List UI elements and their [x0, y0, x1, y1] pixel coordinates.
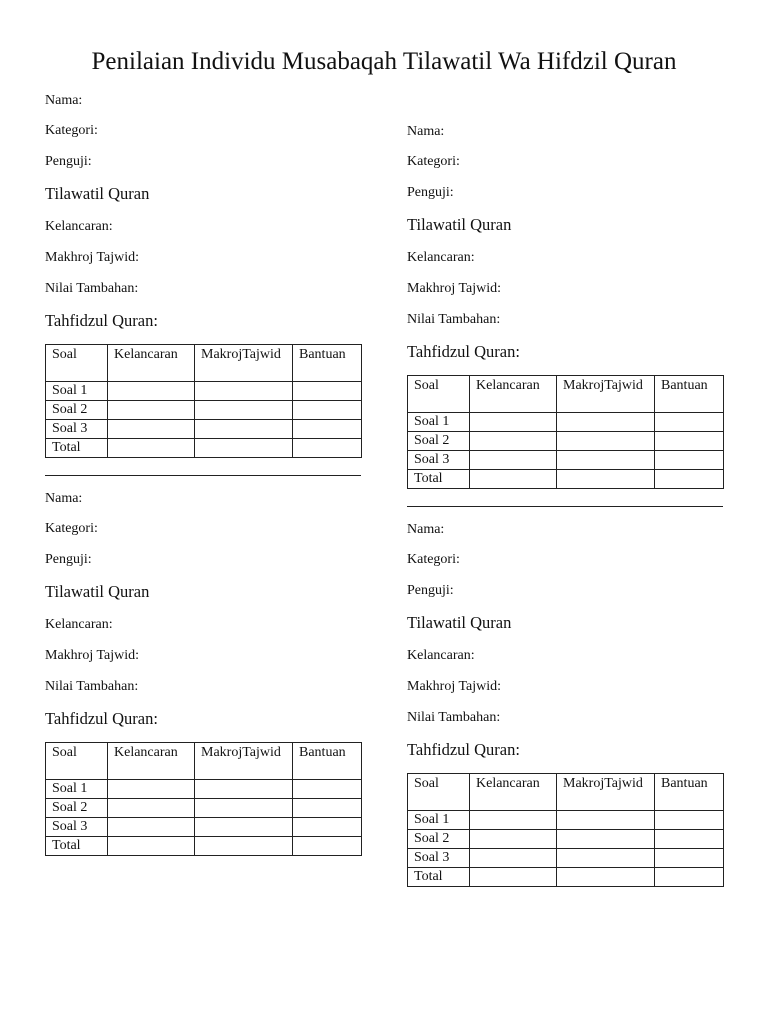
table-row — [408, 830, 724, 849]
score-cell[interactable] — [108, 401, 195, 420]
score-cell[interactable] — [108, 799, 195, 818]
score-cell[interactable] — [108, 382, 195, 401]
nama-field[interactable]: Nama: — [45, 93, 83, 108]
score-cell[interactable] — [655, 811, 724, 830]
kategori-field[interactable]: Kategori: — [407, 552, 460, 567]
column-header-kelancaran: Kelancaran — [470, 774, 557, 811]
score-cell[interactable] — [293, 799, 362, 818]
score-cell[interactable] — [108, 818, 195, 837]
score-cell[interactable] — [470, 811, 557, 830]
table-row — [408, 849, 724, 868]
score-cell[interactable] — [195, 382, 293, 401]
column-header-bantuan: Bantuan — [293, 743, 362, 780]
row-label: Soal 3 — [408, 849, 470, 868]
makhroj-tajwid-field[interactable]: Makhroj Tajwid: — [45, 648, 140, 663]
table-row — [46, 799, 362, 818]
nilai-tambahan-field[interactable]: Nilai Tambahan: — [45, 281, 139, 296]
makhroj-tajwid-field[interactable]: Makhroj Tajwid: — [407, 281, 502, 296]
column-header-bantuan: Bantuan — [655, 774, 724, 811]
score-cell[interactable] — [470, 470, 557, 489]
score-cell[interactable] — [655, 849, 724, 868]
table-row — [46, 420, 362, 439]
score-cell[interactable] — [557, 470, 655, 489]
nilai-tambahan-field[interactable]: Nilai Tambahan: — [407, 312, 501, 327]
tilawatil-heading: Tilawatil Quran — [407, 215, 512, 234]
table-row — [408, 451, 724, 470]
column-header-makrojtajwid: MakrojTajwid — [557, 376, 655, 413]
score-cell[interactable] — [557, 849, 655, 868]
score-cell[interactable] — [293, 382, 362, 401]
kelancaran-field[interactable]: Kelancaran: — [407, 250, 475, 265]
tahfidzul-heading: Tahfidzul Quran: — [45, 709, 158, 728]
makhroj-tajwid-field[interactable]: Makhroj Tajwid: — [45, 250, 140, 265]
row-label: Soal 1 — [46, 780, 108, 799]
score-cell[interactable] — [108, 780, 195, 799]
row-label: Total — [46, 837, 108, 856]
table-row — [46, 382, 362, 401]
table-row — [46, 439, 362, 458]
score-cell[interactable] — [557, 451, 655, 470]
tahfidzul-heading: Tahfidzul Quran: — [407, 740, 520, 759]
column-header-kelancaran: Kelancaran — [108, 743, 195, 780]
table-row — [46, 818, 362, 837]
score-cell[interactable] — [655, 451, 724, 470]
column-header-soal: Soal — [408, 376, 470, 413]
row-label: Soal 3 — [46, 818, 108, 837]
score-table — [407, 773, 724, 887]
table-row — [408, 470, 724, 489]
form-divider — [45, 475, 361, 476]
score-cell[interactable] — [557, 432, 655, 451]
nama-field[interactable]: Nama: — [407, 124, 445, 139]
score-table — [45, 344, 362, 458]
score-cell[interactable] — [293, 439, 362, 458]
score-table — [407, 375, 724, 489]
table-header-row — [46, 743, 362, 780]
row-label: Total — [46, 439, 108, 458]
score-cell[interactable] — [470, 868, 557, 887]
row-label: Soal 3 — [408, 451, 470, 470]
nilai-tambahan-field[interactable]: Nilai Tambahan: — [407, 710, 501, 725]
score-cell[interactable] — [293, 818, 362, 837]
column-header-kelancaran: Kelancaran — [470, 376, 557, 413]
tilawatil-heading: Tilawatil Quran — [407, 613, 512, 632]
row-label: Soal 1 — [408, 811, 470, 830]
score-cell[interactable] — [108, 420, 195, 439]
score-cell[interactable] — [655, 470, 724, 489]
column-header-soal: Soal — [408, 774, 470, 811]
column-header-makrojtajwid: MakrojTajwid — [557, 774, 655, 811]
score-cell[interactable] — [470, 451, 557, 470]
table-header-row — [408, 376, 724, 413]
score-cell[interactable] — [557, 413, 655, 432]
column-header-kelancaran: Kelancaran — [108, 345, 195, 382]
score-cell[interactable] — [293, 837, 362, 856]
score-cell[interactable] — [470, 849, 557, 868]
table-row — [408, 811, 724, 830]
row-label: Soal 2 — [46, 799, 108, 818]
tilawatil-heading: Tilawatil Quran — [45, 184, 150, 203]
page-title: Penilaian Individu Musabaqah Tilawatil Wa Hifdzil Quran — [91, 48, 677, 75]
penguji-field[interactable]: Penguji: — [45, 552, 92, 567]
score-cell[interactable] — [557, 811, 655, 830]
row-label: Soal 2 — [408, 830, 470, 849]
score-cell[interactable] — [195, 780, 293, 799]
row-label: Soal 2 — [408, 432, 470, 451]
tahfidzul-heading: Tahfidzul Quran: — [407, 342, 520, 361]
table-header-row — [408, 774, 724, 811]
table-row — [46, 837, 362, 856]
nilai-tambahan-field[interactable]: Nilai Tambahan: — [45, 679, 139, 694]
column-header-soal: Soal — [46, 345, 108, 382]
score-cell[interactable] — [655, 413, 724, 432]
penguji-field[interactable]: Penguji: — [45, 154, 92, 169]
kategori-field[interactable]: Kategori: — [45, 521, 98, 536]
score-cell[interactable] — [655, 868, 724, 887]
score-cell[interactable] — [195, 818, 293, 837]
score-cell[interactable] — [293, 420, 362, 439]
score-cell[interactable] — [557, 830, 655, 849]
nama-field[interactable]: Nama: — [45, 491, 83, 506]
score-cell[interactable] — [195, 799, 293, 818]
tahfidzul-heading: Tahfidzul Quran: — [45, 311, 158, 330]
score-cell[interactable] — [108, 439, 195, 458]
table-row — [408, 432, 724, 451]
table-header-row — [46, 345, 362, 382]
score-cell[interactable] — [470, 830, 557, 849]
row-label: Total — [408, 470, 470, 489]
nama-field[interactable]: Nama: — [407, 522, 445, 537]
makhroj-tajwid-field[interactable]: Makhroj Tajwid: — [407, 679, 502, 694]
row-label: Soal 2 — [46, 401, 108, 420]
penguji-field[interactable]: Penguji: — [407, 583, 454, 598]
score-cell[interactable] — [195, 439, 293, 458]
kelancaran-field[interactable]: Kelancaran: — [45, 617, 113, 632]
kelancaran-field[interactable]: Kelancaran: — [407, 648, 475, 663]
row-label: Total — [408, 868, 470, 887]
kategori-field[interactable]: Kategori: — [407, 154, 460, 169]
score-cell[interactable] — [195, 420, 293, 439]
score-cell[interactable] — [195, 401, 293, 420]
score-cell[interactable] — [293, 401, 362, 420]
row-label: Soal 1 — [408, 413, 470, 432]
column-header-soal: Soal — [46, 743, 108, 780]
score-cell[interactable] — [655, 830, 724, 849]
column-header-bantuan: Bantuan — [293, 345, 362, 382]
kelancaran-field[interactable]: Kelancaran: — [45, 219, 113, 234]
table-row — [46, 780, 362, 799]
score-cell[interactable] — [293, 780, 362, 799]
form-divider — [407, 506, 723, 507]
kategori-field[interactable]: Kategori: — [45, 123, 98, 138]
table-row — [46, 401, 362, 420]
score-cell[interactable] — [655, 432, 724, 451]
table-row — [408, 413, 724, 432]
score-cell[interactable] — [108, 837, 195, 856]
score-cell[interactable] — [470, 413, 557, 432]
tilawatil-heading: Tilawatil Quran — [45, 582, 150, 601]
penguji-field[interactable]: Penguji: — [407, 185, 454, 200]
row-label: Soal 1 — [46, 382, 108, 401]
column-header-bantuan: Bantuan — [655, 376, 724, 413]
table-row — [408, 868, 724, 887]
column-header-makrojtajwid: MakrojTajwid — [195, 743, 293, 780]
score-cell[interactable] — [470, 432, 557, 451]
column-header-makrojtajwid: MakrojTajwid — [195, 345, 293, 382]
score-table — [45, 742, 362, 856]
score-cell[interactable] — [557, 868, 655, 887]
row-label: Soal 3 — [46, 420, 108, 439]
score-cell[interactable] — [195, 837, 293, 856]
